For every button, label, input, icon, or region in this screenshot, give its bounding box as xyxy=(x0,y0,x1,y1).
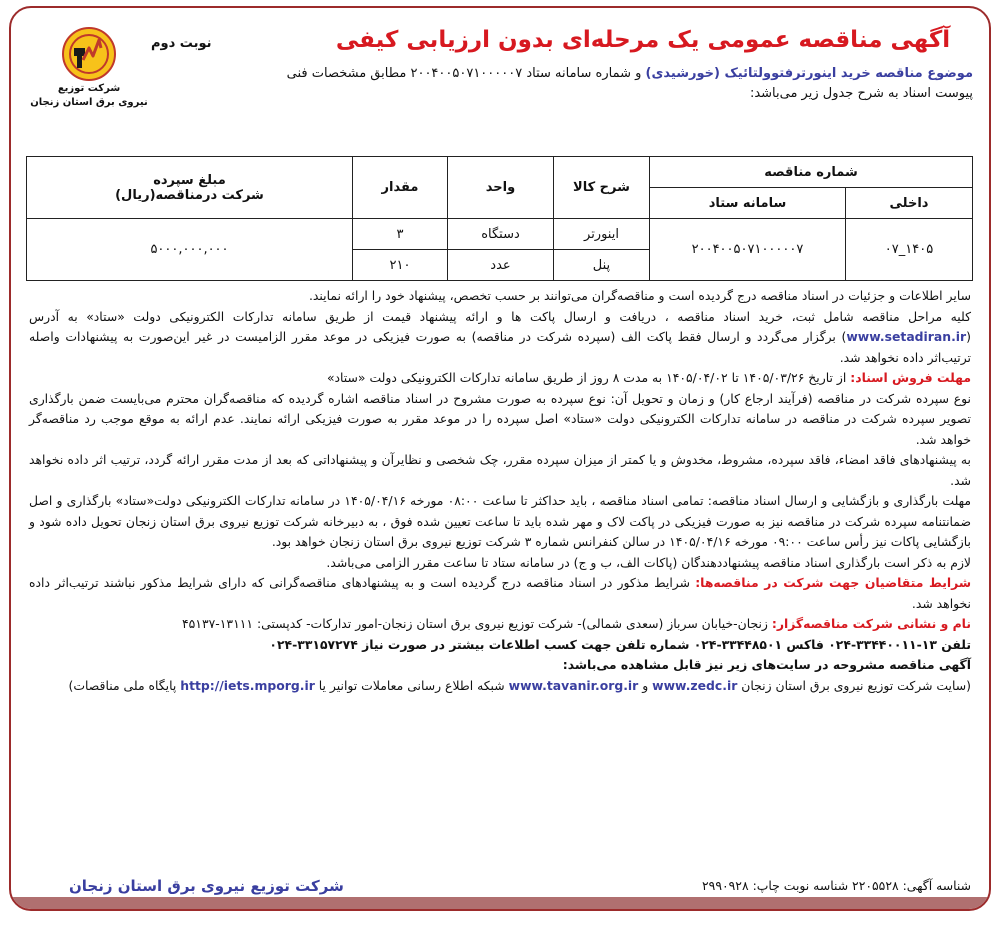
tender-notice-page xyxy=(9,6,991,911)
header-deposit-line1: مبلغ سپرده xyxy=(153,172,226,188)
paragraph-deposit-type: نوع سپرده شرکت در مناقصه (فرآیند ارجاع کار) و زمان و تحویل آن: نوع سپرده به صورت مشروح در اسناد مناقصه اشاره گردیده که مناقصه‌گران محترم می‌بایست ضمن بارگذاری تصویر سپرده شرکت در مناقصه در سامانه تدارکات الکترونیکی دولت «ستاد» اصل سپرده را در موعد مقرر به صورت فیزیکی ارائه نمایند. عدم ارائه به موقع موجب رد مناقصه‌گر خواهد شد. xyxy=(29,390,971,447)
header-deposit-line2: شرکت درمناقصه(ریال) xyxy=(115,187,264,203)
conditions-text: شرایط مذکور در اسناد مناقصه درج گردیده است و به پیشنهادهای مناقصه‌گرانی که دارای شرایط مذکور نباشند ترتیب‌اثر داده نخواهد شد. xyxy=(29,575,971,611)
cell-unit: دستگاه xyxy=(447,219,553,250)
cell-quantity: ۲۱۰ xyxy=(352,250,447,281)
address-text: زنجان-خیابان سرباز (سعدی شمالی)- شرکت توزیع نیروی برق استان زنجان-امور تدارکات- کدپستی: ۱۳۱۱۱-۴۵۱۳۷ xyxy=(182,616,772,631)
header-tender-number: شماره مناقصه xyxy=(649,157,972,188)
sites-text-c: شبکه اطلاع رسانی معاملات توانیر یا xyxy=(314,677,509,693)
cell-setad: ۲۰۰۴۰۰۵۰۷۱۰۰۰۰۰۷ xyxy=(649,219,845,281)
procedure-text-b: ) برگزار می‌گردد و ارسال فقط پاکت الف (سپرده شرکت در مناقصه) به صورت فیزیکی در موعد مقرر الزامیست در غیر این‌صورت به پیشنهادات واصله ترتیب‌اثر داده نخواهد شد. xyxy=(29,329,971,365)
cell-internal: ۱۴۰۵_۰۷ xyxy=(846,219,973,281)
subject-line2: پیوست اسناد به شرح جدول زیر می‌باشد: xyxy=(749,86,973,101)
round-label: نوبت دوم xyxy=(151,36,212,51)
header-deposit xyxy=(26,157,352,219)
procedure-text-a: کلیه مراحل مناقصه شامل ثبت، خرید اسناد مناقصه ، دریافت و ارسال پاکت ها و ارائه پیشنهاد قیمت از طریق سامانه تدارکات الکترونیکی دولت «ستاد» به آدرس ( xyxy=(29,308,971,344)
sale-deadline-label: مهلت فروش اسناد: xyxy=(850,370,971,385)
paragraph-phone: تلفن ۱۳-۳۳۴۴۰۰۱۱-۰۲۴ فاکس ۳۳۴۴۸۵۰۱-۰۲۴ شماره تلفن جهت کسب اطلاعات بیشتر در صورت نیاز ۳۳۱۵۷۲۷۴-۰۲۴ xyxy=(269,636,971,652)
notice-ids: شناسه آگهی: ۲۲۰۵۵۲۸ شناسه نوبت چاپ: ۲۹۹۰۹۲۸ xyxy=(702,878,971,893)
conditions-label: شرایط متقاضیان جهت شرکت در مناقصه‌ها: xyxy=(695,575,972,590)
sites-text-d: پایگاه ملی مناقصات) xyxy=(68,677,181,693)
sale-deadline-text: از تاریخ ۱۴۰۵/۰۳/۲۶ تا ۱۴۰۵/۰۴/۰۲ به مدت ۸ روز از طریق سامانه تدارکات الکترونیکی دولت «ستاد» xyxy=(326,370,851,385)
header-unit: واحد xyxy=(447,157,553,219)
power-company-logo-icon xyxy=(61,26,117,82)
cell-deposit: ۵۰۰۰,۰۰۰,۰۰۰ xyxy=(26,219,352,281)
cell-unit: عدد xyxy=(447,250,553,281)
paragraph-upload-deadline: مهلت بارگذاری و بازگشایی و ارسال اسناد مناقصه: تمامی اسناد مناقصه ، باید حداکثر تا ساعت ۰۸:۰۰ مورخه ۱۴۰۵/۰۴/۱۶ در سامانه تدارکات الکترونیکی دولت«ستاد» بارگذاری و اصل ضمانتنامه سپرده شرکت در مناقصه نیز به صورت فیزیکی در پاکت لاک و مهر شده باید تا ساعت تعیین شده فوق ، به دبیرخانه شرکت توزیع نیروی برق استان زنجان تحویل داده شود و بازگشایی پاکات نیز رأس ساعت ۰۹:۰۰ مورخه ۱۴۰۵/۰۴/۱۶ در سالن کنفرانس شماره ۳ شرکت توزیع نیروی برق استان زنجان خواهد بود. xyxy=(29,493,972,549)
bottom-strip xyxy=(11,897,989,909)
paragraph-rejected-offers: به پیشنهادهای فاقد امضاء، فاقد سپرده، مشروط، مخدوش و یا کمتر از میزان سپرده مقرر، چک شخصی و نظایرآن و پیشنهاداتی که بعد از مدت مقرر ارائه گردد، ترتیب اثر داده نخواهد شد. xyxy=(29,452,971,488)
notice-body xyxy=(29,286,971,696)
cell-description: اینورتر xyxy=(553,219,649,250)
sites-text-b: و xyxy=(638,677,653,693)
logo-caption-line2: نیروی برق استان زنجان xyxy=(30,97,148,108)
cell-quantity: ۳ xyxy=(352,219,447,250)
paragraph-procedure xyxy=(29,307,971,369)
tavanir-site-link[interactable]: www.tavanir.org.ir xyxy=(508,677,639,693)
cell-description: پنل xyxy=(553,250,649,281)
address-label: نام و نشانی شرکت مناقصه‌گزار: xyxy=(771,616,971,631)
logo-caption-line1: شرکت توزیع xyxy=(57,83,121,94)
subject-rest: و شماره سامانه ستاد ۲۰۰۴۰۰۵۰۷۱۰۰۰۰۰۷ مطابق مشخصات فنی xyxy=(286,66,646,81)
setad-site-link[interactable]: www.setadiran.ir xyxy=(846,329,967,344)
paragraph-other-info: سایر اطلاعات و جزئیات در اسناد مناقصه درج گردیده است و مناقصه‌گران می‌توانند بر حسب تخصص، پیشنهاد خود را ارائه نمایند. xyxy=(308,288,971,303)
paragraph-sale-deadline xyxy=(29,368,971,389)
header-description: شرح کالا xyxy=(553,157,649,219)
sites-text-a: (سایت شرکت توزیع نیروی برق استان زنجان xyxy=(737,677,971,693)
header-setad: سامانه ستاد xyxy=(649,188,845,219)
subject-block xyxy=(143,64,973,104)
table-row xyxy=(26,219,972,250)
paragraph-address xyxy=(29,614,971,635)
zedc-site-link[interactable]: www.zedc.ir xyxy=(652,677,738,693)
tender-table xyxy=(26,156,973,281)
header-internal: داخلی xyxy=(846,188,973,219)
paragraph-upload-note: لازم به ذکر است بارگذاری اسناد مناقصه پیشنهاددهندگان (پاکات الف، ب و ج) در سامانه ستاد تا ساعت مقرر الزامی می‌باشد. xyxy=(326,554,971,570)
paragraph-sites-heading: آگهی مناقصه مشروحه در سایت‌های زیر نیز قابل مشاهده می‌باشد: xyxy=(562,657,971,672)
company-logo xyxy=(27,26,151,110)
paragraph-sites xyxy=(29,676,971,697)
paragraph-conditions xyxy=(29,573,971,614)
header-quantity: مقدار xyxy=(352,157,447,219)
footer-company-name: شرکت توزیع نیروی برق استان زنجان xyxy=(69,877,344,895)
iets-site-link[interactable]: http://iets.mporg.ir xyxy=(180,677,315,693)
notice-title: آگهی مناقصه عمومی یک مرحله‌ای بدون ارزیابی کیفی xyxy=(335,27,951,53)
subject-highlight: موضوع مناقصه خرید اینورترفتوولتائیک (خورشیدی) xyxy=(645,66,973,81)
